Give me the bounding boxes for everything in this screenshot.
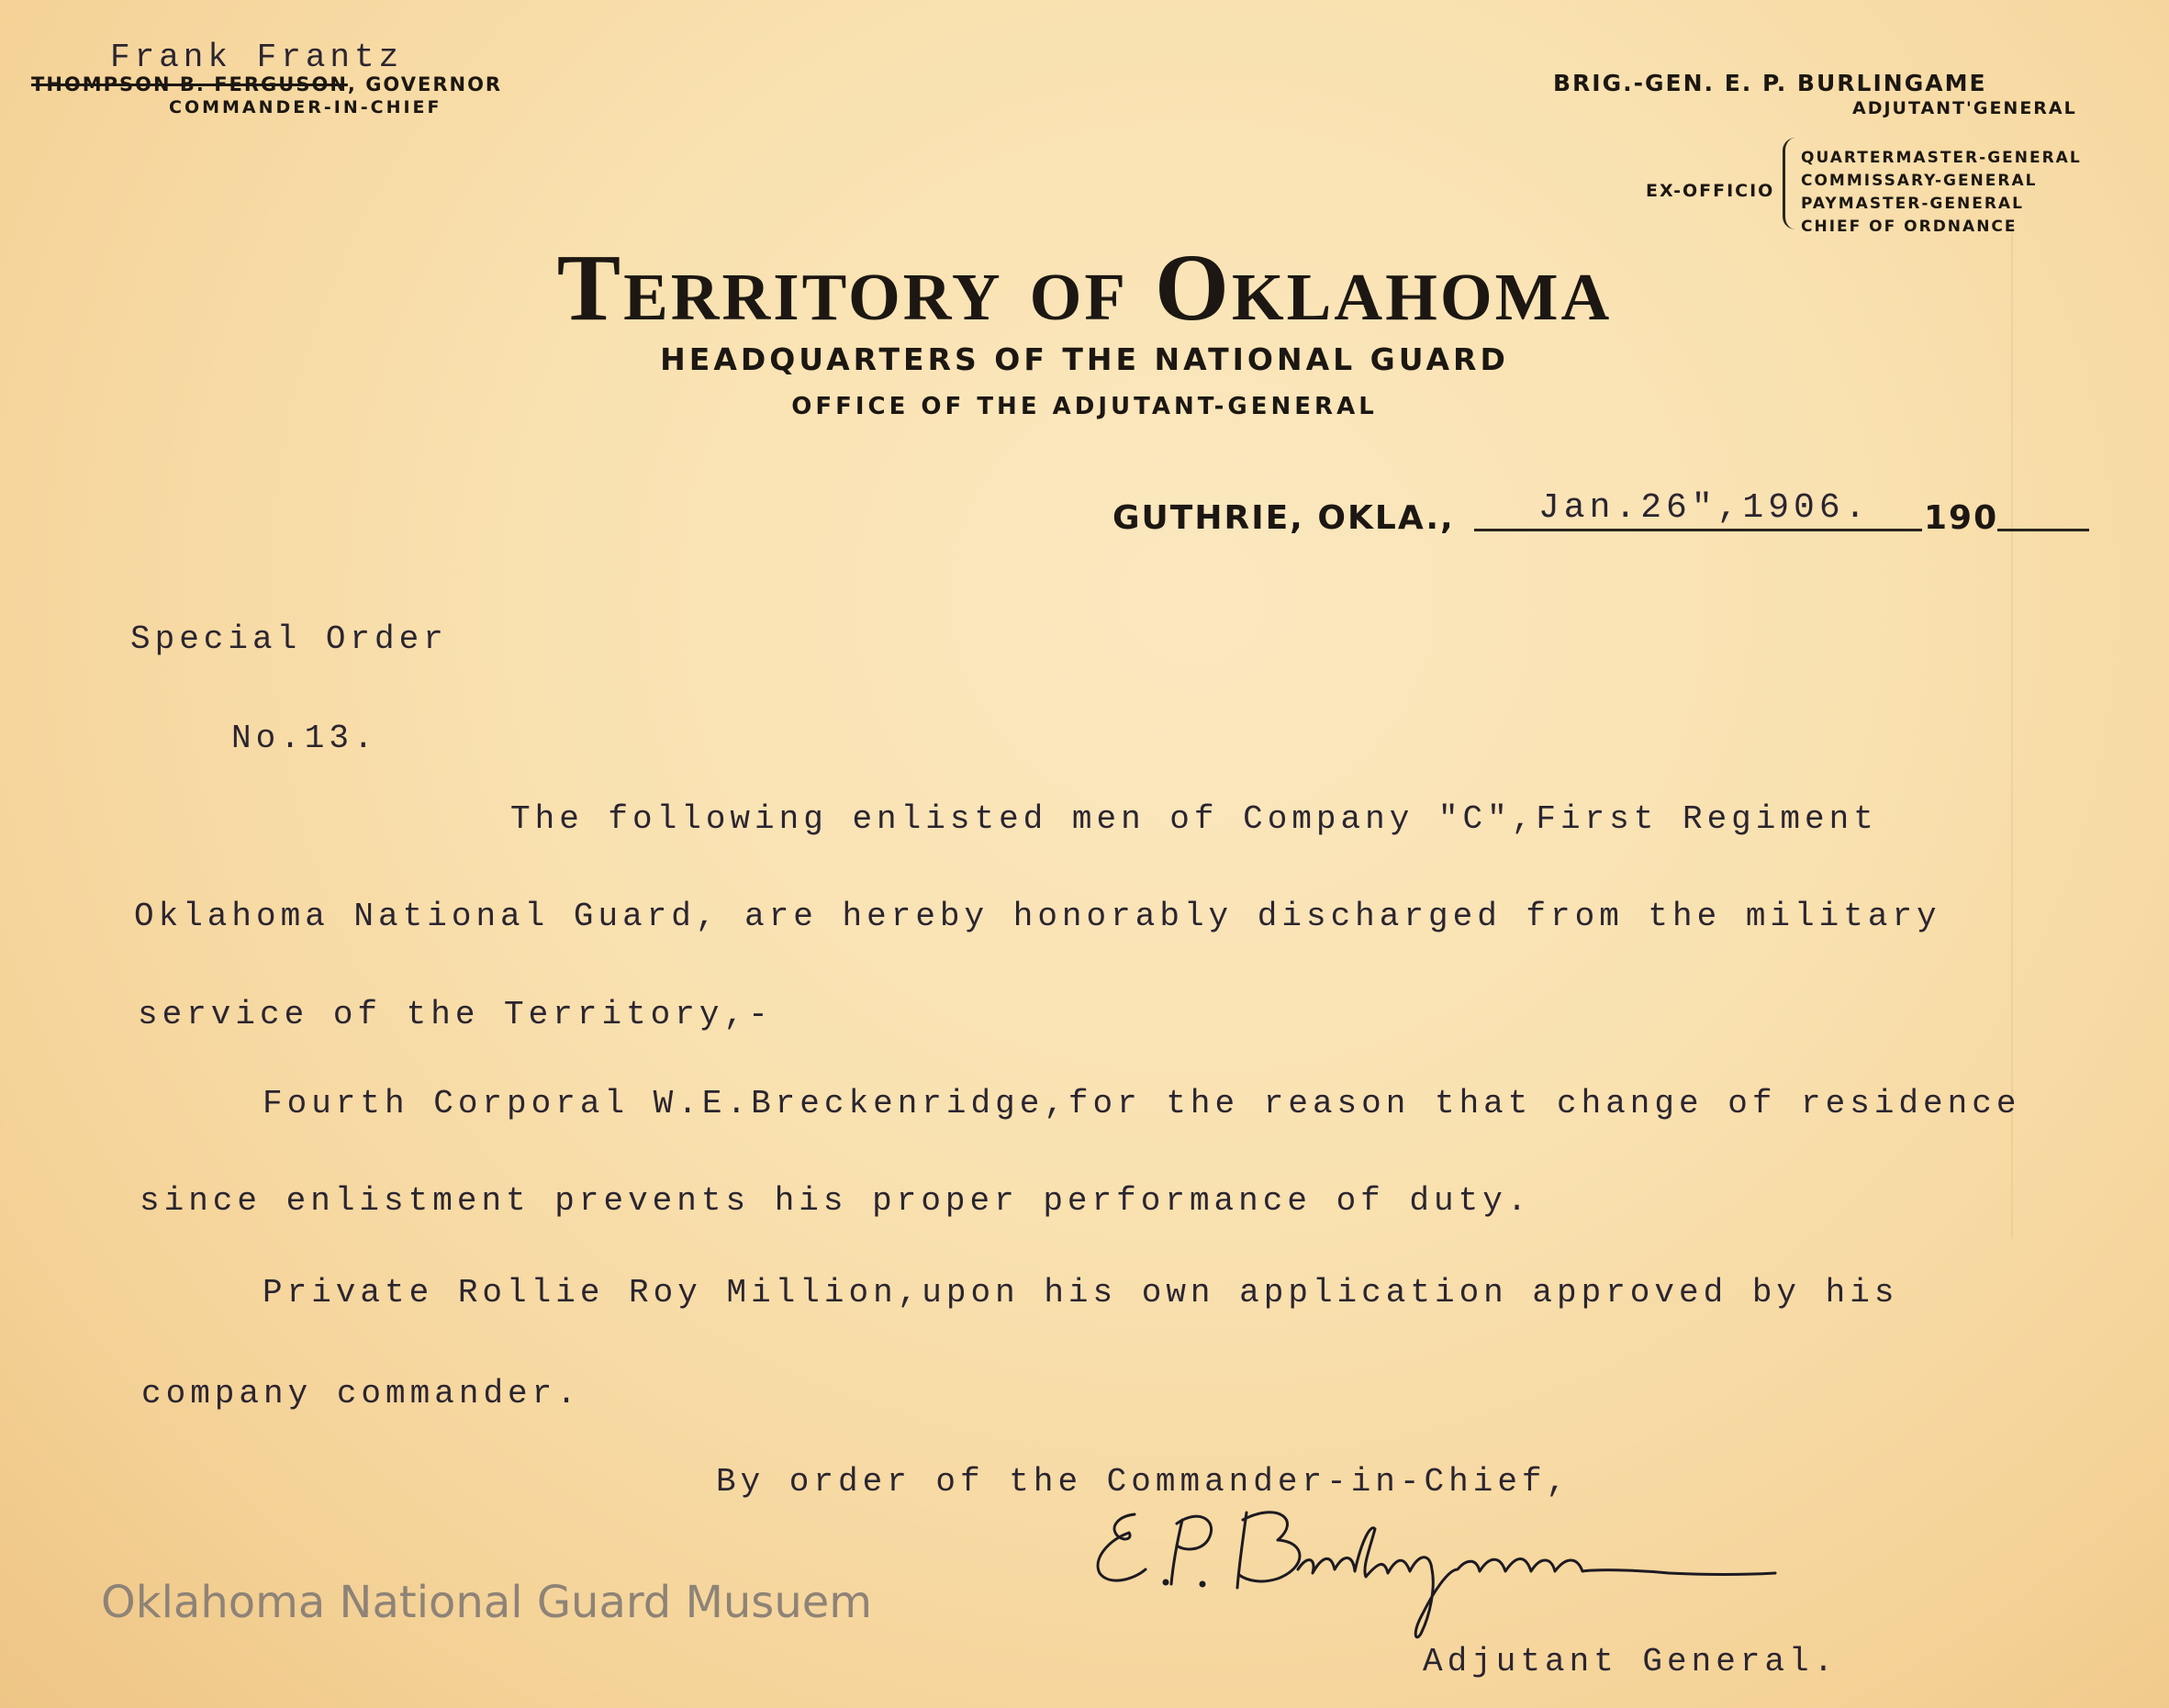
- printed-year-prefix: 190: [1924, 499, 1999, 537]
- year-underline: [1997, 529, 2089, 531]
- order-heading: Special Order: [130, 620, 448, 658]
- closing-line: By order of the Commander-in-Chief,: [716, 1463, 1571, 1501]
- ex-officio-brace: [1783, 138, 1798, 229]
- order-number: No.13.: [231, 720, 378, 757]
- body-line: Private Rollie Roy Million,upon his own application approved by his: [263, 1274, 1899, 1312]
- governor-subtitle: COMMANDER-IN-CHIEF: [169, 97, 442, 117]
- adjutant-title: ADJUTANT'GENERAL: [1852, 98, 2077, 118]
- body-line: Oklahoma National Guard, are hereby honorably discharged from the military: [134, 898, 1941, 935]
- signer-title: Adjutant General.: [1423, 1643, 1839, 1680]
- body-line: Fourth Corporal W.E.Breckenridge,for the reason that change of residence: [263, 1085, 2021, 1122]
- ex-officio-roles: [1801, 147, 2082, 239]
- date-underline: [1474, 529, 1922, 531]
- struck-governor-name: THOMPSON B. FERGUSON: [31, 73, 348, 95]
- faint-border-ornament: [2011, 229, 2151, 1239]
- museum-watermark: Oklahoma National Guard Musuem: [101, 1577, 873, 1628]
- dateline-place: GUTHRIE, OKLA.,: [1112, 499, 1455, 537]
- ex-officio-role: CHIEF OF ORDNANCE: [1801, 218, 2018, 236]
- governor-suffix: , GOVERNOR: [347, 73, 503, 95]
- letterhead-subtitle: HEADQUARTERS OF THE NATIONAL GUARD: [660, 341, 1509, 377]
- letterhead-title: Territory of Oklahoma: [556, 235, 1613, 340]
- body-line: company commander.: [141, 1375, 581, 1412]
- letterhead-office: OFFICE OF THE ADJUTANT-GENERAL: [791, 393, 1378, 420]
- handwritten-signature: [1081, 1496, 1871, 1643]
- printed-governor-line: [31, 73, 502, 95]
- body-line: service of the Territory,-: [138, 996, 773, 1033]
- ex-officio-label: EX-OFFICIO: [1646, 181, 1775, 201]
- ex-officio-role: COMMISSARY-GENERAL: [1801, 172, 2038, 190]
- body-line: since enlistment prevents his proper performance of duty.: [140, 1182, 1532, 1220]
- typed-governor-name: Frank Frantz: [110, 39, 404, 76]
- ex-officio-role: QUARTERMASTER-GENERAL: [1801, 149, 2082, 167]
- ex-officio-role: PAYMASTER-GENERAL: [1801, 195, 2024, 213]
- typed-date: Jan.26",1906.: [1538, 488, 1871, 528]
- adjutant-name: BRIG.-GEN. E. P. BURLINGAME: [1553, 70, 1987, 96]
- body-line: The following enlisted men of Company "C",First Regiment: [510, 800, 1878, 838]
